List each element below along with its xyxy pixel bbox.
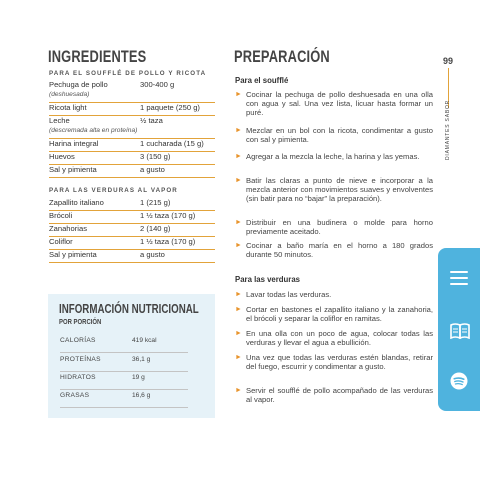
- ingredient-note: (deshuesada): [49, 91, 90, 98]
- ingredient-row: [49, 211, 215, 224]
- step-item: [235, 241, 433, 259]
- menu-icon[interactable]: [450, 270, 468, 286]
- ingredient-amount: 1 cucharada (15 g): [140, 139, 204, 148]
- side-tab: [438, 248, 480, 411]
- souffle-steps-title: Para el soufflé: [235, 76, 289, 85]
- arrow-icon: ►: [235, 91, 242, 98]
- nutrition-row: [60, 334, 188, 353]
- ingredient-name: Pechuga de pollo: [49, 80, 108, 89]
- step-item: [235, 386, 433, 404]
- nutrition-value: 419 kcal: [132, 337, 157, 344]
- step-item: [235, 290, 433, 299]
- ingredient-amount: 3 (150 g): [140, 152, 171, 161]
- arrow-icon: ►: [235, 330, 242, 337]
- step-item: [235, 353, 433, 371]
- ingredient-amount: a gusto: [140, 250, 165, 259]
- nutrition-label: HIDRATOS: [60, 374, 96, 381]
- step-text: Lavar todas las verduras.: [246, 290, 332, 299]
- vegetables-ingredients-subtitle: PARA LAS VERDURAS AL VAPOR: [49, 187, 178, 194]
- nutrition-row: [60, 389, 188, 408]
- ingredient-amount: 1 (215 g): [140, 198, 171, 207]
- ingredient-name: Coliflor: [49, 237, 73, 246]
- ingredient-name: Brócoli: [49, 211, 73, 220]
- ingredient-row: [49, 198, 215, 211]
- step-text: Una vez que todas las verduras estén blandas, retirar del fuego, escurrir y condimentar a gusto.: [246, 353, 433, 372]
- nutrition-label: PROTEÍNAS: [60, 356, 101, 363]
- ingredient-row: [49, 224, 215, 237]
- ingredient-note: (descremada alta en proteína): [49, 127, 138, 134]
- arrow-icon: ►: [235, 242, 242, 249]
- step-text: Cocinar a baño maría en el horno a 180 grados durante 50 minutos.: [246, 241, 433, 260]
- page-number: 99: [443, 56, 454, 66]
- step-text: Cortar en bastones el zapallito italiano y la zanahoria, el brócoli y separar la coliflor en ramitas.: [246, 305, 433, 324]
- arrow-icon: ►: [235, 153, 242, 160]
- arrow-icon: ►: [235, 219, 242, 226]
- ingredient-amount: a gusto: [140, 165, 165, 174]
- ingredient-row: [49, 237, 215, 250]
- ingredient-row: [49, 152, 215, 165]
- spotify-icon[interactable]: [450, 372, 468, 390]
- nutrition-value: 36,1 g: [132, 356, 151, 363]
- step-text: Agregar a la mezcla la leche, la harina y las yemas.: [246, 152, 420, 161]
- nutrition-label: GRASAS: [60, 392, 90, 399]
- arrow-icon: ►: [235, 291, 242, 298]
- ingredient-amount: 300-400 g: [140, 80, 175, 89]
- step-item: [235, 305, 433, 323]
- souffle-ingredients-subtitle: PARA EL SOUFFLÉ DE POLLO Y RICOTA: [49, 70, 207, 77]
- step-text: Distribuir en una budinera o molde para horno previamente aceitado.: [246, 218, 433, 237]
- ingredient-row: [49, 139, 215, 152]
- nutrition-title: INFORMACIÓN NUTRICIONAL: [59, 302, 199, 316]
- preparation-title: PREPARACIÓN: [234, 48, 330, 66]
- ingredient-row: [49, 250, 215, 263]
- book-icon[interactable]: [450, 323, 470, 339]
- ingredient-amount: 2 (140 g): [140, 224, 171, 233]
- ingredient-name: Sal y pimienta: [49, 250, 97, 259]
- nutrition-box: [48, 294, 215, 418]
- ingredient-row: [49, 103, 215, 116]
- nutrition-row: [60, 353, 188, 372]
- step-item: [235, 329, 433, 347]
- ingredient-amount: 1 paquete (250 g): [140, 103, 200, 112]
- arrow-icon: ►: [235, 177, 242, 184]
- step-text: Cocinar la pechuga de pollo deshuesada en una olla con agua y sal. Una vez lista, licuar hasta formar un puré.: [246, 90, 433, 118]
- step-text: Mezclar en un bol con la ricota, condimentar a gusto con sal y pimienta.: [246, 126, 433, 145]
- step-text: Batir las claras a punto de nieve e incorporar a la mezcla anterior con movimientos suaves y envolventes (sin batir para no “bajar” la preparación).: [246, 176, 433, 204]
- nutrition-value: 19 g: [132, 374, 145, 381]
- ingredients-title: INGREDIENTES: [48, 48, 147, 66]
- ingredient-name: Harina integral: [49, 139, 99, 148]
- nutrition-value: 16,6 g: [132, 392, 151, 399]
- nutrition-subtitle: POR PORCIÓN: [59, 319, 102, 326]
- ingredient-amount: 1 ½ taza (170 g): [140, 211, 196, 220]
- ingredient-row: [49, 80, 215, 103]
- ingredient-row: [49, 116, 215, 139]
- nutrition-label: CALORÍAS: [60, 337, 96, 344]
- arrow-icon: ►: [235, 127, 242, 134]
- step-text: En una olla con un poco de agua, colocar todas las verduras y llevar el agua a ebullición.: [246, 329, 433, 348]
- step-item: [235, 152, 433, 161]
- ingredient-name: Zapallito italiano: [49, 198, 104, 207]
- arrow-icon: ►: [235, 306, 242, 313]
- ingredient-row: [49, 165, 215, 178]
- ingredient-name: Ricota light: [49, 103, 87, 112]
- step-item: [235, 90, 433, 117]
- step-item: [235, 126, 433, 144]
- ingredient-name: Sal y pimienta: [49, 165, 97, 174]
- ingredient-amount: 1 ½ taza (170 g): [140, 237, 196, 246]
- vegetables-steps-title: Para las verduras: [235, 275, 301, 284]
- step-item: [235, 176, 433, 203]
- step-item: [235, 218, 433, 236]
- ingredient-name: Huevos: [49, 152, 75, 161]
- arrow-icon: ►: [235, 354, 242, 361]
- step-text: Servir el soufflé de pollo acompañado de las verduras al vapor.: [246, 386, 433, 405]
- arrow-icon: ►: [235, 387, 242, 394]
- nutrition-row: [60, 371, 188, 390]
- ingredient-amount: ½ taza: [140, 116, 163, 125]
- ingredient-name: Leche: [49, 116, 70, 125]
- vertical-section-label: DIAMANTES SABOR: [445, 99, 451, 160]
- ingredient-name: Zanahorias: [49, 224, 87, 233]
